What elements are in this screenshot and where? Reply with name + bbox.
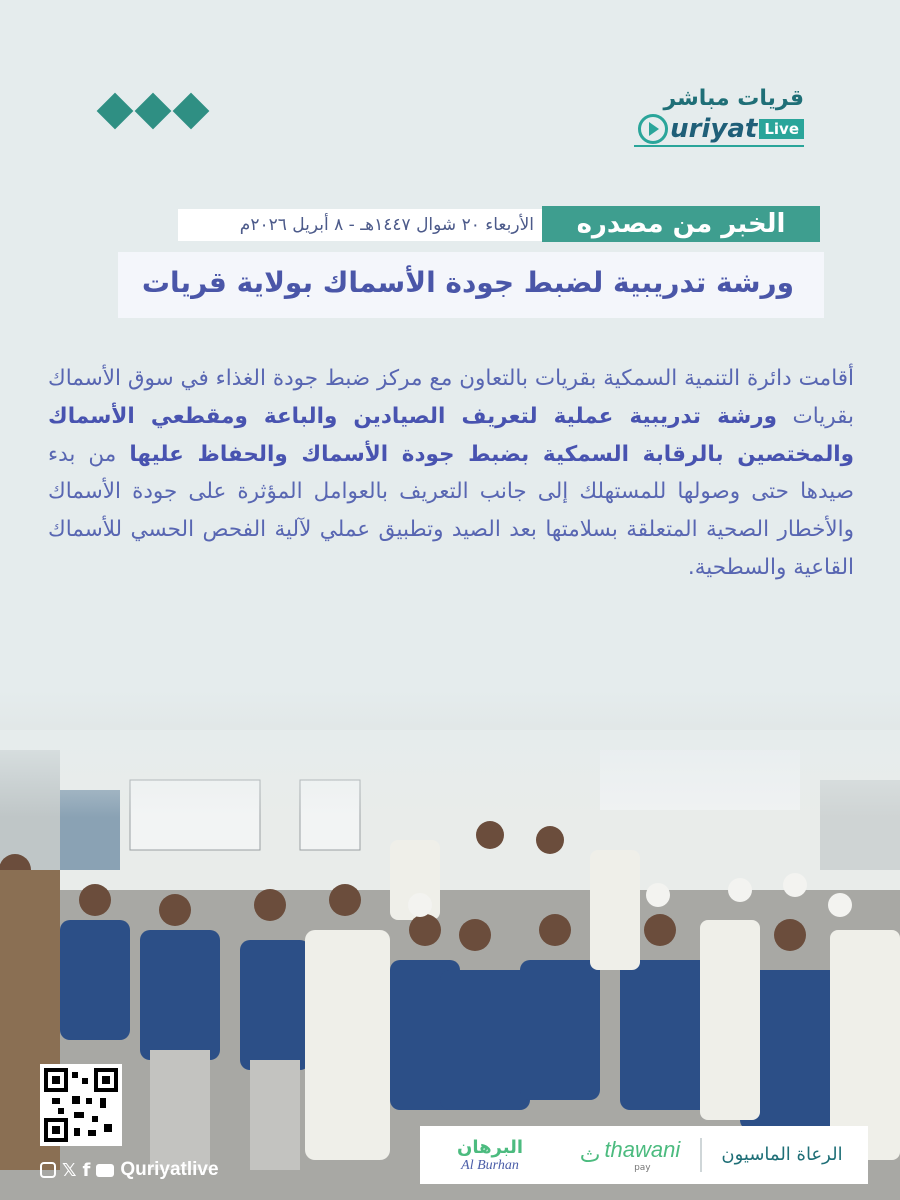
source-row: [178, 206, 820, 242]
diamond-icon: [173, 93, 210, 130]
thawani-logo: [560, 1137, 700, 1173]
source-label: الخبر من مصدره: [542, 206, 820, 242]
thawani-pay: pay: [634, 1163, 651, 1173]
social-handle[interactable]: Quriyatlive: [120, 1159, 219, 1180]
body-part-2: من بدء صيدها حتى وصولها للمستهلك إلى جانب التعريف بالعوامل المؤثرة على جودة الأسماك والأخطار الصحية المتعلقة بسلامتها بعد الصيد وتطبيق عملي لآلية الفحص الحسي للأسماك القاعية والسطحية.: [48, 441, 854, 580]
live-badge: Live: [759, 119, 804, 139]
decorative-diamonds: [98, 98, 208, 124]
diamond-icon: [135, 93, 172, 130]
burhan-arabic: البرهان: [456, 1136, 524, 1158]
instagram-icon[interactable]: [40, 1162, 56, 1178]
diamond-icon: [97, 93, 134, 130]
date-line: الأربعاء ٢٠ شوال ١٤٤٧هـ - ٨ أبريل ٢٠٢٦م: [178, 209, 542, 241]
facebook-icon[interactable]: f: [82, 1159, 91, 1181]
play-icon: [638, 114, 668, 144]
brand-arabic-name: قريات مباشر: [663, 86, 804, 111]
sponsors-bar: [420, 1126, 868, 1184]
workshop-photo: [0, 690, 900, 1200]
x-icon[interactable]: 𝕏: [62, 1159, 77, 1181]
burhan-logo: [420, 1137, 560, 1174]
qr-code[interactable]: [40, 1064, 122, 1146]
body-part-1: أقامت دائرة التنمية السمكية بقريات بالتعاون مع مركز ضبط جودة الغذاء في سوق الأسماك بقريات: [48, 366, 854, 429]
burhan-latin: Al Burhan: [461, 1157, 519, 1173]
youtube-icon[interactable]: [96, 1164, 114, 1177]
logo-underline: [634, 145, 804, 147]
body-bold: ورشة تدريبية عملية لتعريف الصيادين والباعة ومقطعي الأسماك والمختصين بالرقابة السمكية بضبط جودة الأسماك والحفاظ عليها: [48, 403, 855, 467]
thawani-icon: ث: [579, 1142, 601, 1168]
article-body: [48, 360, 854, 587]
brand-latin: [638, 114, 804, 144]
headline-box: [118, 252, 824, 318]
thawani-name: thawani: [604, 1137, 681, 1162]
brand-latin-name: uriyat: [670, 114, 758, 144]
headline-text: ورشة تدريبية لضبط جودة الأسماك بولاية قريات: [141, 266, 794, 299]
sponsors-label: الرعاة الماسيون: [700, 1138, 862, 1172]
social-links: [40, 1156, 219, 1184]
brand-logo[interactable]: [634, 86, 804, 150]
